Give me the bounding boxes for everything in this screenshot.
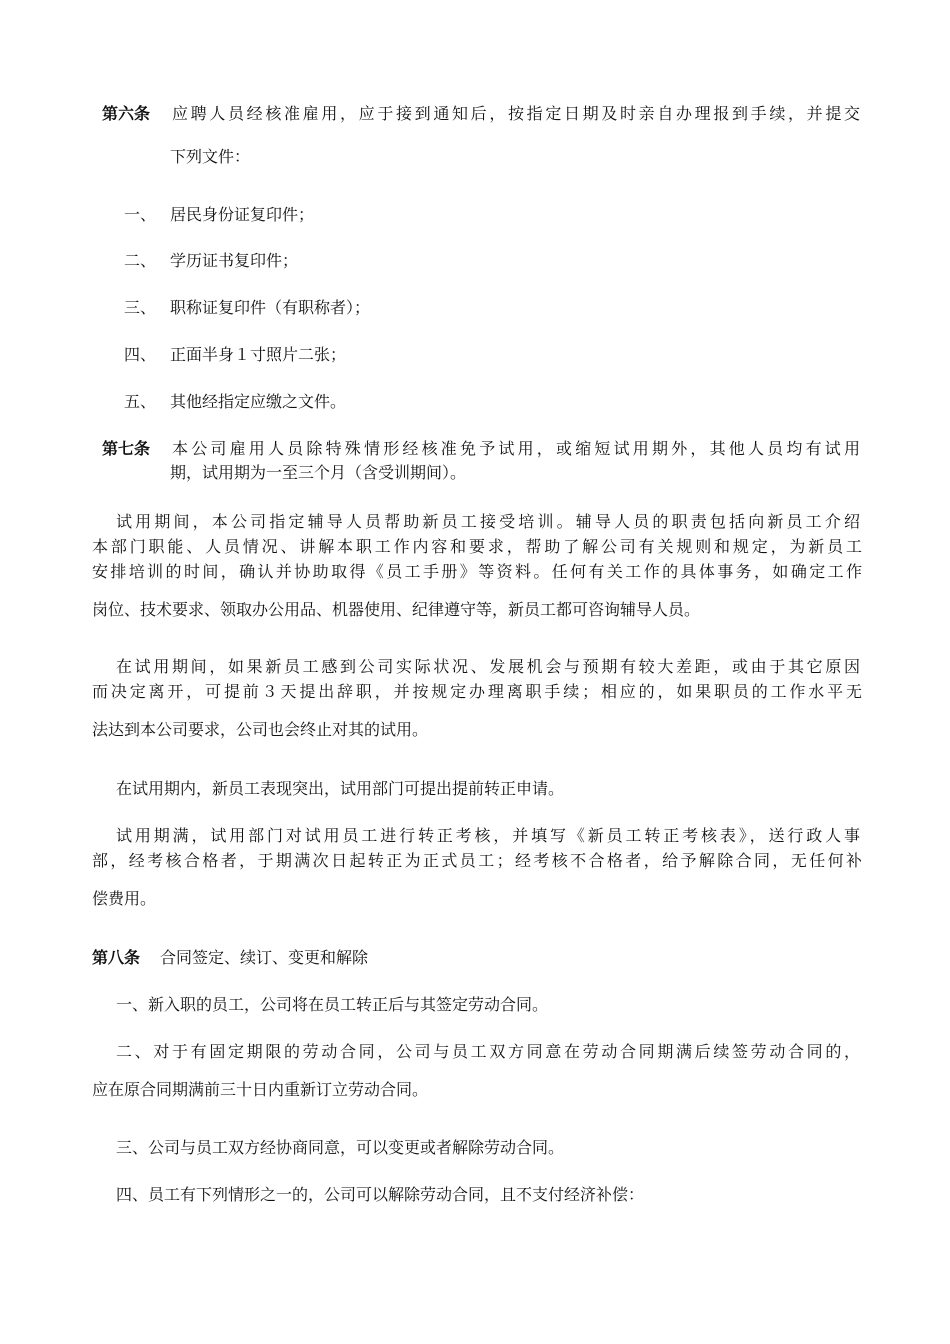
list-item-number: 二、: [124, 251, 157, 270]
list-item-number: 三、: [124, 298, 157, 317]
paragraph-line: 试用期满，试用部门对试用员工进行转正考核，并填写《新员工转正考核表》，送行政人事: [116, 826, 860, 845]
paragraph-line: 应在原合同期满前三十日内重新订立劳动合同。: [92, 1080, 429, 1099]
paragraph-line: 安排培训的时间，确认并协助取得《员工手册》等资料。任何有关工作的具体事务，如确定工作: [92, 562, 862, 581]
paragraph-line: 偿费用。: [92, 889, 157, 908]
article-7-heading: 第七条: [102, 439, 151, 458]
article-7-text-line-2: 期，试用期为一至三个月（含受训期间）。: [170, 463, 467, 482]
list-item-number: 一、: [124, 205, 157, 224]
paragraph-line: 本部门职能、人员情况、讲解本职工作内容和要求，帮助了解公司有关规则和规定，为新员工: [92, 537, 862, 556]
list-item-number: 四、: [124, 345, 157, 364]
list-item-text: 居民身份证复印件；: [170, 205, 315, 224]
paragraph-line: 在试用期内，新员工表现突出，试用部门可提出提前转正申请。: [116, 779, 565, 798]
paragraph-line: 部，经考核合格者，于期满次日起转正为正式员工；经考核不合格者，给予解除合同，无任何补: [92, 851, 862, 870]
article-6-text-line-2: 下列文件：: [170, 147, 251, 166]
article-6-text-line-1: 应聘人员经核准雇用，应于接到通知后，按指定日期及时亲自办理报到手续，并提交: [172, 104, 860, 123]
paragraph-line: 二、对于有固定期限的劳动合同，公司与员工双方同意在劳动合同期满后续签劳动合同的，: [116, 1042, 860, 1061]
article-8-heading: 第八条: [92, 948, 141, 967]
list-item-text: 正面半身１寸照片二张；: [170, 345, 347, 364]
list-item-number: 五、: [124, 392, 157, 411]
paragraph-line: 三、公司与员工双方经协商同意，可以变更或者解除劳动合同。: [116, 1138, 565, 1157]
paragraph-line: 岗位、技术要求、领取办公用品、机器使用、纪律遵守等，新员工都可咨询辅导人员。: [92, 600, 701, 619]
paragraph-line: 法达到本公司要求，公司也会终止对其的试用。: [92, 720, 429, 739]
list-item-text: 其他经指定应缴之文件。: [170, 392, 347, 411]
article-6-heading: 第六条: [102, 104, 151, 123]
paragraph-line: 一、新入职的员工，公司将在员工转正后与其签定劳动合同。: [116, 995, 549, 1014]
paragraph-line: 在试用期间，如果新员工感到公司实际状况、发展机会与预期有较大差距，或由于其它原因: [116, 657, 860, 676]
article-7-text-line-1: 本公司雇用人员除特殊情形经核准免予试用，或缩短试用期外，其他人员均有试用: [172, 439, 860, 458]
paragraph-line: 四、员工有下列情形之一的，公司可以解除劳动合同，且不支付经济补偿：: [116, 1185, 645, 1204]
paragraph-line: 试用期间，本公司指定辅导人员帮助新员工接受培训。辅导人员的职责包括向新员工介绍: [116, 512, 860, 531]
list-item-text: 学历证书复印件；: [170, 251, 299, 270]
article-8-title: 合同签定、续订、变更和解除: [160, 948, 369, 967]
paragraph-line: 而决定离开，可提前３天提出辞职，并按规定办理离职手续；相应的，如果职员的工作水平无: [92, 682, 862, 701]
list-item-text: 职称证复印件（有职称者）；: [170, 298, 371, 317]
